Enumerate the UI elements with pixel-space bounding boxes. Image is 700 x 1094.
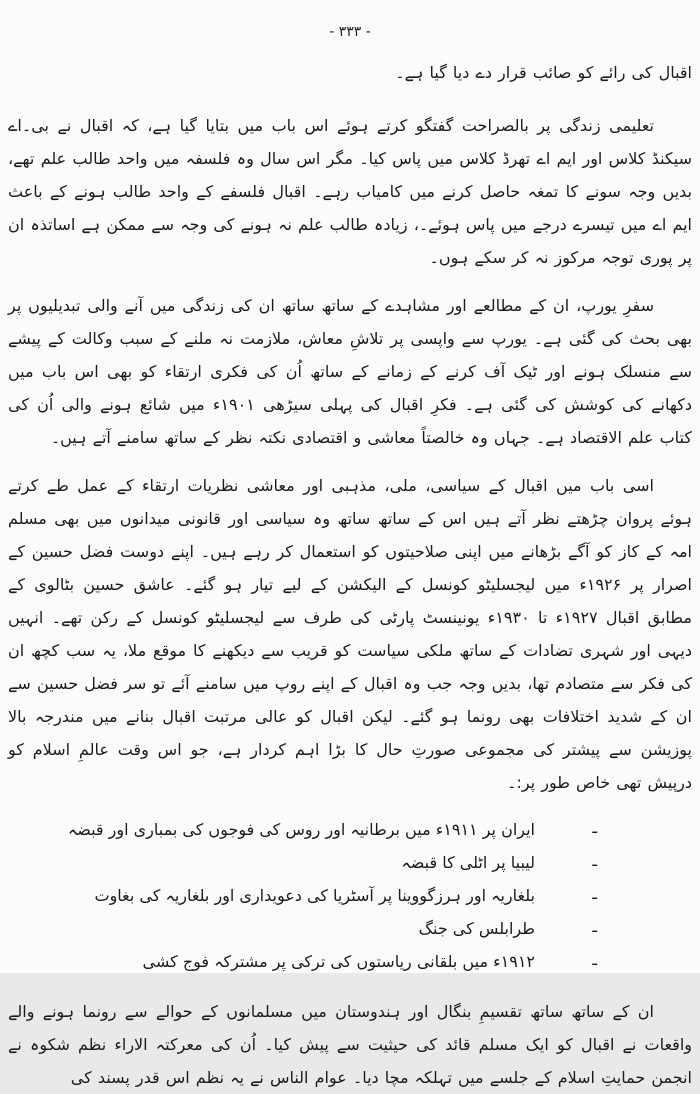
paragraph-political-career: اسی باب میں اقبال کے سیاسی، ملی، مذہبی اور معاشی نظریات ارتقاء کے عمل طے کرتے ہوئے پروان چڑھتے نظر آتے ہیں اس کے ساتھ ساتھ وہ سیاسی اور قانونی میدانوں میں بھی مسلم امہ کے کاز کو آگے بڑھانے میں اپنی صلاحیتوں کو استعمال کر رہے ہیں۔ اپنے دوست فضل حسین کے اصرار پر ۱۹۲۶ء میں لیجسلیٹو کونسل کے الیکشن کے لیے تیار ہو گئے۔ عاشق حسین بٹالوی کے مطابق اقبال ۱۹۲۷ء تا ۱۹۳۰ء یونینسٹ پارٹی کی طرف سے لیجسلیٹو کونسل کے رکن تھے۔ انہیں دیہی اور شہری تضادات کے ساتھ ملکی سیاست کو قریب سے دیکھنے کا موقع ملا، یہ سب کچھ ان کی فکر سے متصادم تھا، بدیں وجہ جب وہ اقبال کے اپنے روپ میں سامنے آئے تو سر فضل حسین سے ان کے شدید اختلافات بھی رونما ہو گئے۔ لیکن اقبال کو عالی مرتبت اقبال بنانے میں مندرجہ بالا پوزیشن سے پیشتر کی مجموعی صورتِ حال کا بڑا اہم کردار ہے، جو اس وقت عالمِ اسلام کو درپیش تھی خاص طور پر:۔	[8, 476, 692, 792]
dash-bullet-icon: ـ	[592, 917, 597, 936]
list-item	[8, 946, 597, 977]
list-item	[8, 847, 597, 878]
event-item-text: ایران پر ۱۹۱۱ء میں برطانیہ اور روس کی فوجوں کی بمباری اور قبضہ	[67, 820, 535, 839]
dash-bullet-icon: ـ	[592, 950, 597, 969]
paragraph-partition-bengal: ان کے ساتھ ساتھ تقسیمِ بنگال اور ہندوستان میں مسلمانوں کے حوالے سے رونما ہونے والے واقعات نے اقبال کو ایک مسلم قائد کی حیثیت سے پیش کیا۔ اُن کی معرکتہ الاراء نظم شکوہ نے انجمن حمایتِ اسلام کے جلسے میں تہلکہ مچا دیا۔ عوام الناس نے یہ نظم اس قدر پسند کی	[8, 1002, 692, 1087]
list-item	[8, 880, 597, 911]
event-item-text: بلغاریہ اور ہرزگووینا پر آسٹریا کی دعویداری اور بلغاریہ کی بغاوت	[94, 886, 535, 905]
paragraph-europe-journey: سفرِ یورپ، ان کے مطالعے اور مشاہدے کے ساتھ ساتھ ان کی زندگی میں آنے والی تبدیلیوں پر بھی بحث کی گئی ہے۔ یورپ سے واپسی پر تلاشِ معاش، ملازمت نہ ملنے کے سبب وکالت کے پیشے سے منسلک ہونے اور ٹیک آف کرنے کے زمانے کے ساتھ اُن کی فکری ارتقاء کو بھی اس باب میں دکھانے کی کوشش کی گئی ہے۔ فکرِ اقبال کی پہلی سیڑھی ۱۹۰۱ء میں شائع ہونے والی اُن کی کتاب علم الاقتصاد ہے۔ جہاں وہ خالصتاً معاشی و اقتصادی نکتہ نظر کے ساتھ سامنے آتے ہیں۔	[8, 296, 693, 447]
dash-bullet-icon: ـ	[592, 851, 597, 870]
page-content	[8, 56, 692, 1094]
paragraph-conclusion-line: اقبال کی رائے کو صائب قرار دے دیا گیا ہے۔	[395, 63, 692, 82]
event-item-text: لیبیا پر اٹلی کا قبضہ	[401, 853, 535, 872]
page-number: - ۳۳۳ -	[329, 24, 371, 40]
list-item	[8, 913, 597, 944]
events-list	[8, 814, 692, 977]
list-item	[8, 814, 597, 845]
dash-bullet-icon: ـ	[592, 818, 597, 837]
dash-bullet-icon: ـ	[592, 884, 597, 903]
event-item-text: طرابلس کی جنگ	[418, 919, 535, 938]
paragraph-education: تعلیمی زندگی پر بالصراحت گفتگو کرتے ہوئے اس باب میں بتایا گیا ہے، کہ اقبال نے بی۔اے سیکنڈ کلاس اور ایم اے تھرڈ کلاس میں پاس کیا۔ مگر اس سال وہ فلسفہ میں واحد طالب علم تھے، بدیں وجہ سونے کا تمغہ حاصل کرنے میں کامیاب رہے۔ اقبال فلسفے کے واحد طالب ہونے کے باعث ایم اے میں تیسرے درجے میں پاس ہوئے۔، زیادہ طالب علم نہ ہونے کی وجہ سے ممکن ہے اساتذہ ان پر پوری توجہ مرکوز نہ کر سکے ہوں۔	[8, 116, 692, 267]
event-item-text: ۱۹۱۲ء میں بلقانی ریاستوں کی ترکی پر مشترکہ فوج کشی	[142, 952, 535, 971]
